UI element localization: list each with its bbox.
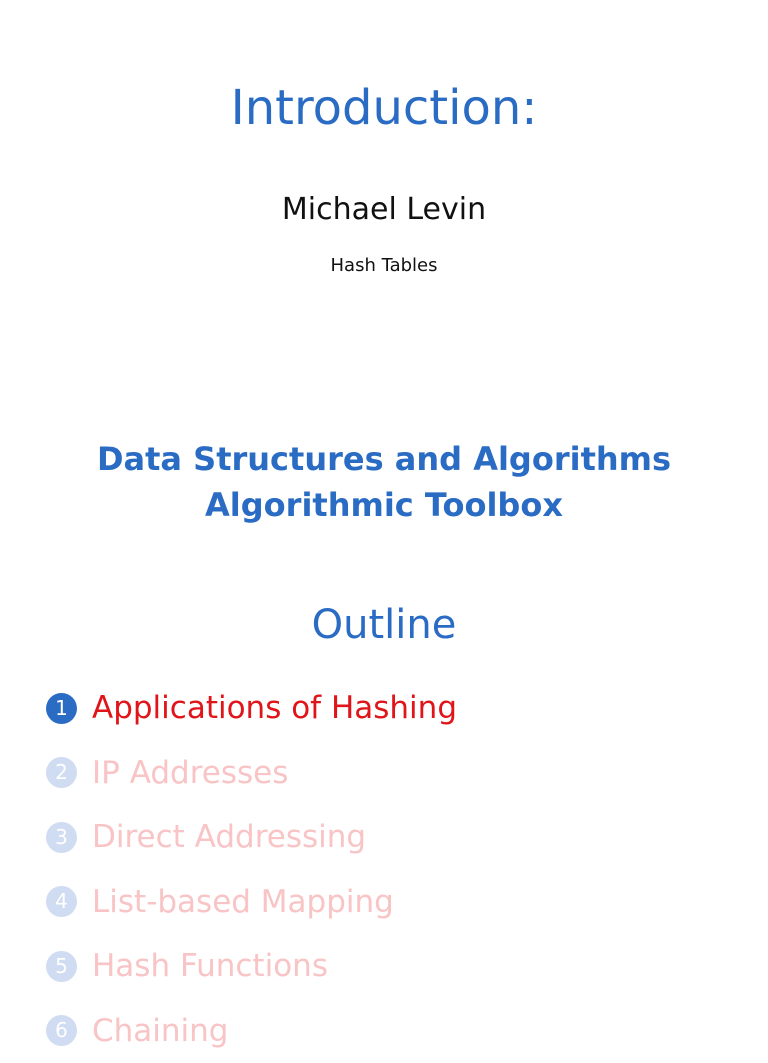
outline-item-label: Hash Functions	[92, 948, 328, 984]
course-title-line-2: Algorithmic Toolbox	[0, 482, 768, 528]
course-title	[0, 436, 768, 528]
outline-item-chaining	[46, 999, 457, 1063]
slide-title: Introduction:	[0, 78, 768, 138]
outline-item-label: Applications of Hashing	[92, 690, 457, 726]
outline-item-label: List-based Mapping	[92, 884, 394, 920]
outline-list	[46, 676, 457, 1063]
outline-number-bullet: 4	[46, 886, 77, 917]
outline-item-direct-addressing	[46, 805, 457, 870]
outline-heading: Outline	[0, 600, 768, 650]
outline-item-label: Direct Addressing	[92, 819, 366, 855]
outline-number-bullet: 2	[46, 757, 77, 788]
outline-item-label: Chaining	[92, 1013, 229, 1049]
outline-item-list-based-mapping	[46, 870, 457, 935]
author-name: Michael Levin	[0, 192, 768, 228]
outline-item-ip-addresses	[46, 741, 457, 806]
outline-number-bullet: 1	[46, 693, 77, 724]
outline-item-applications-of-hashing	[46, 676, 457, 741]
outline-item-label: IP Addresses	[92, 755, 288, 791]
course-title-line-1: Data Structures and Algorithms	[0, 436, 768, 482]
outline-number-bullet: 6	[46, 1015, 77, 1046]
outline-number-bullet: 5	[46, 951, 77, 982]
slide-subtitle: Hash Tables	[0, 254, 768, 278]
outline-number-bullet: 3	[46, 822, 77, 853]
outline-item-hash-functions	[46, 934, 457, 999]
